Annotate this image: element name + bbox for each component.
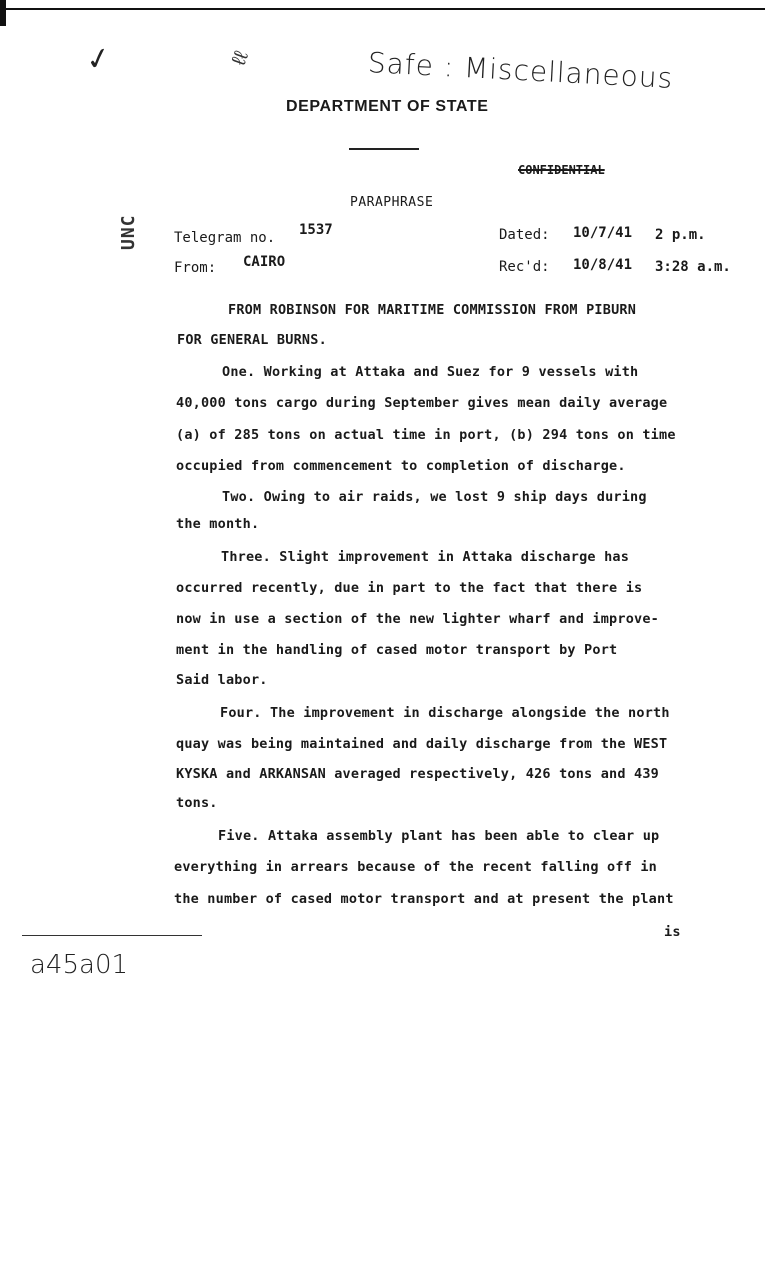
classification-stamp: CONFIDENTIAL [518,163,605,177]
dated-label: Dated: [499,227,550,243]
telegram-no-label: Telegram no. [174,230,276,246]
body-line: ment in the handling of cased motor transport by Port [176,642,618,658]
body-line: FROM ROBINSON FOR MARITIME COMMISSION FROM PIBURN [228,302,637,318]
body-line: 40,000 tons cargo during September gives mean daily average [176,395,668,411]
body-line: the month. [176,516,260,532]
margin-stamp: UNC [118,214,139,250]
body-line: Four. The improvement in discharge alongside the north [220,705,670,721]
from-value: CAIRO [243,254,286,270]
handwritten-title: Safe : Miscellaneous [367,46,675,95]
body-line: occurred recently, due in part to the fact that there is [176,580,643,596]
body-line: now in use a section of the new lighter wharf and improve- [176,611,660,627]
dated-value: 10/7/41 [573,225,633,241]
telegram-no-value: 1537 [299,222,333,238]
body-line: Said labor. [176,672,268,688]
body-line: Three. Slight improvement in Attaka discharge has [221,549,630,565]
body-line: One. Working at Attaka and Suez for 9 vessels with [222,364,639,380]
body-line: KYSKA and ARKANSAN averaged respectively, 426 tons and 439 [176,766,660,782]
body-line: quay was being maintained and daily discharge from the WEST [176,736,668,752]
footer-rule [22,935,202,936]
body-line: FOR GENERAL BURNS. [177,332,327,348]
body-line: everything in arrears because of the recent falling off in [174,859,658,875]
top-rule [0,8,765,10]
body-line: the number of cased motor transport and at present the plant [174,891,674,907]
recd-label: Rec'd: [499,259,550,275]
dated-time: 2 p.m. [655,227,706,243]
handwritten-initials: ℓℓ [226,47,253,69]
body-line: occupied from commencement to completion of discharge. [176,458,626,474]
from-label: From: [174,260,217,276]
heading-rule [349,148,419,150]
recd-value: 10/8/41 [573,257,633,273]
page-catchword: is [664,924,681,940]
body-line: Five. Attaka assembly plant has been able to clear up [218,828,660,844]
paraphrase-label: PARAPHRASE [350,195,434,210]
body-line: tons. [176,795,218,811]
check-mark-icon: ✓ [82,39,115,80]
recd-time: 3:28 a.m. [655,259,731,275]
body-line: Two. Owing to air raids, we lost 9 ship days during [222,489,647,505]
body-line: (a) of 285 tons on actual time in port, (b) 294 tons on time [176,427,676,443]
corner-mark [0,0,6,26]
handwritten-reference: a45a01 [30,950,129,980]
department-heading: DEPARTMENT OF STATE [286,98,489,115]
